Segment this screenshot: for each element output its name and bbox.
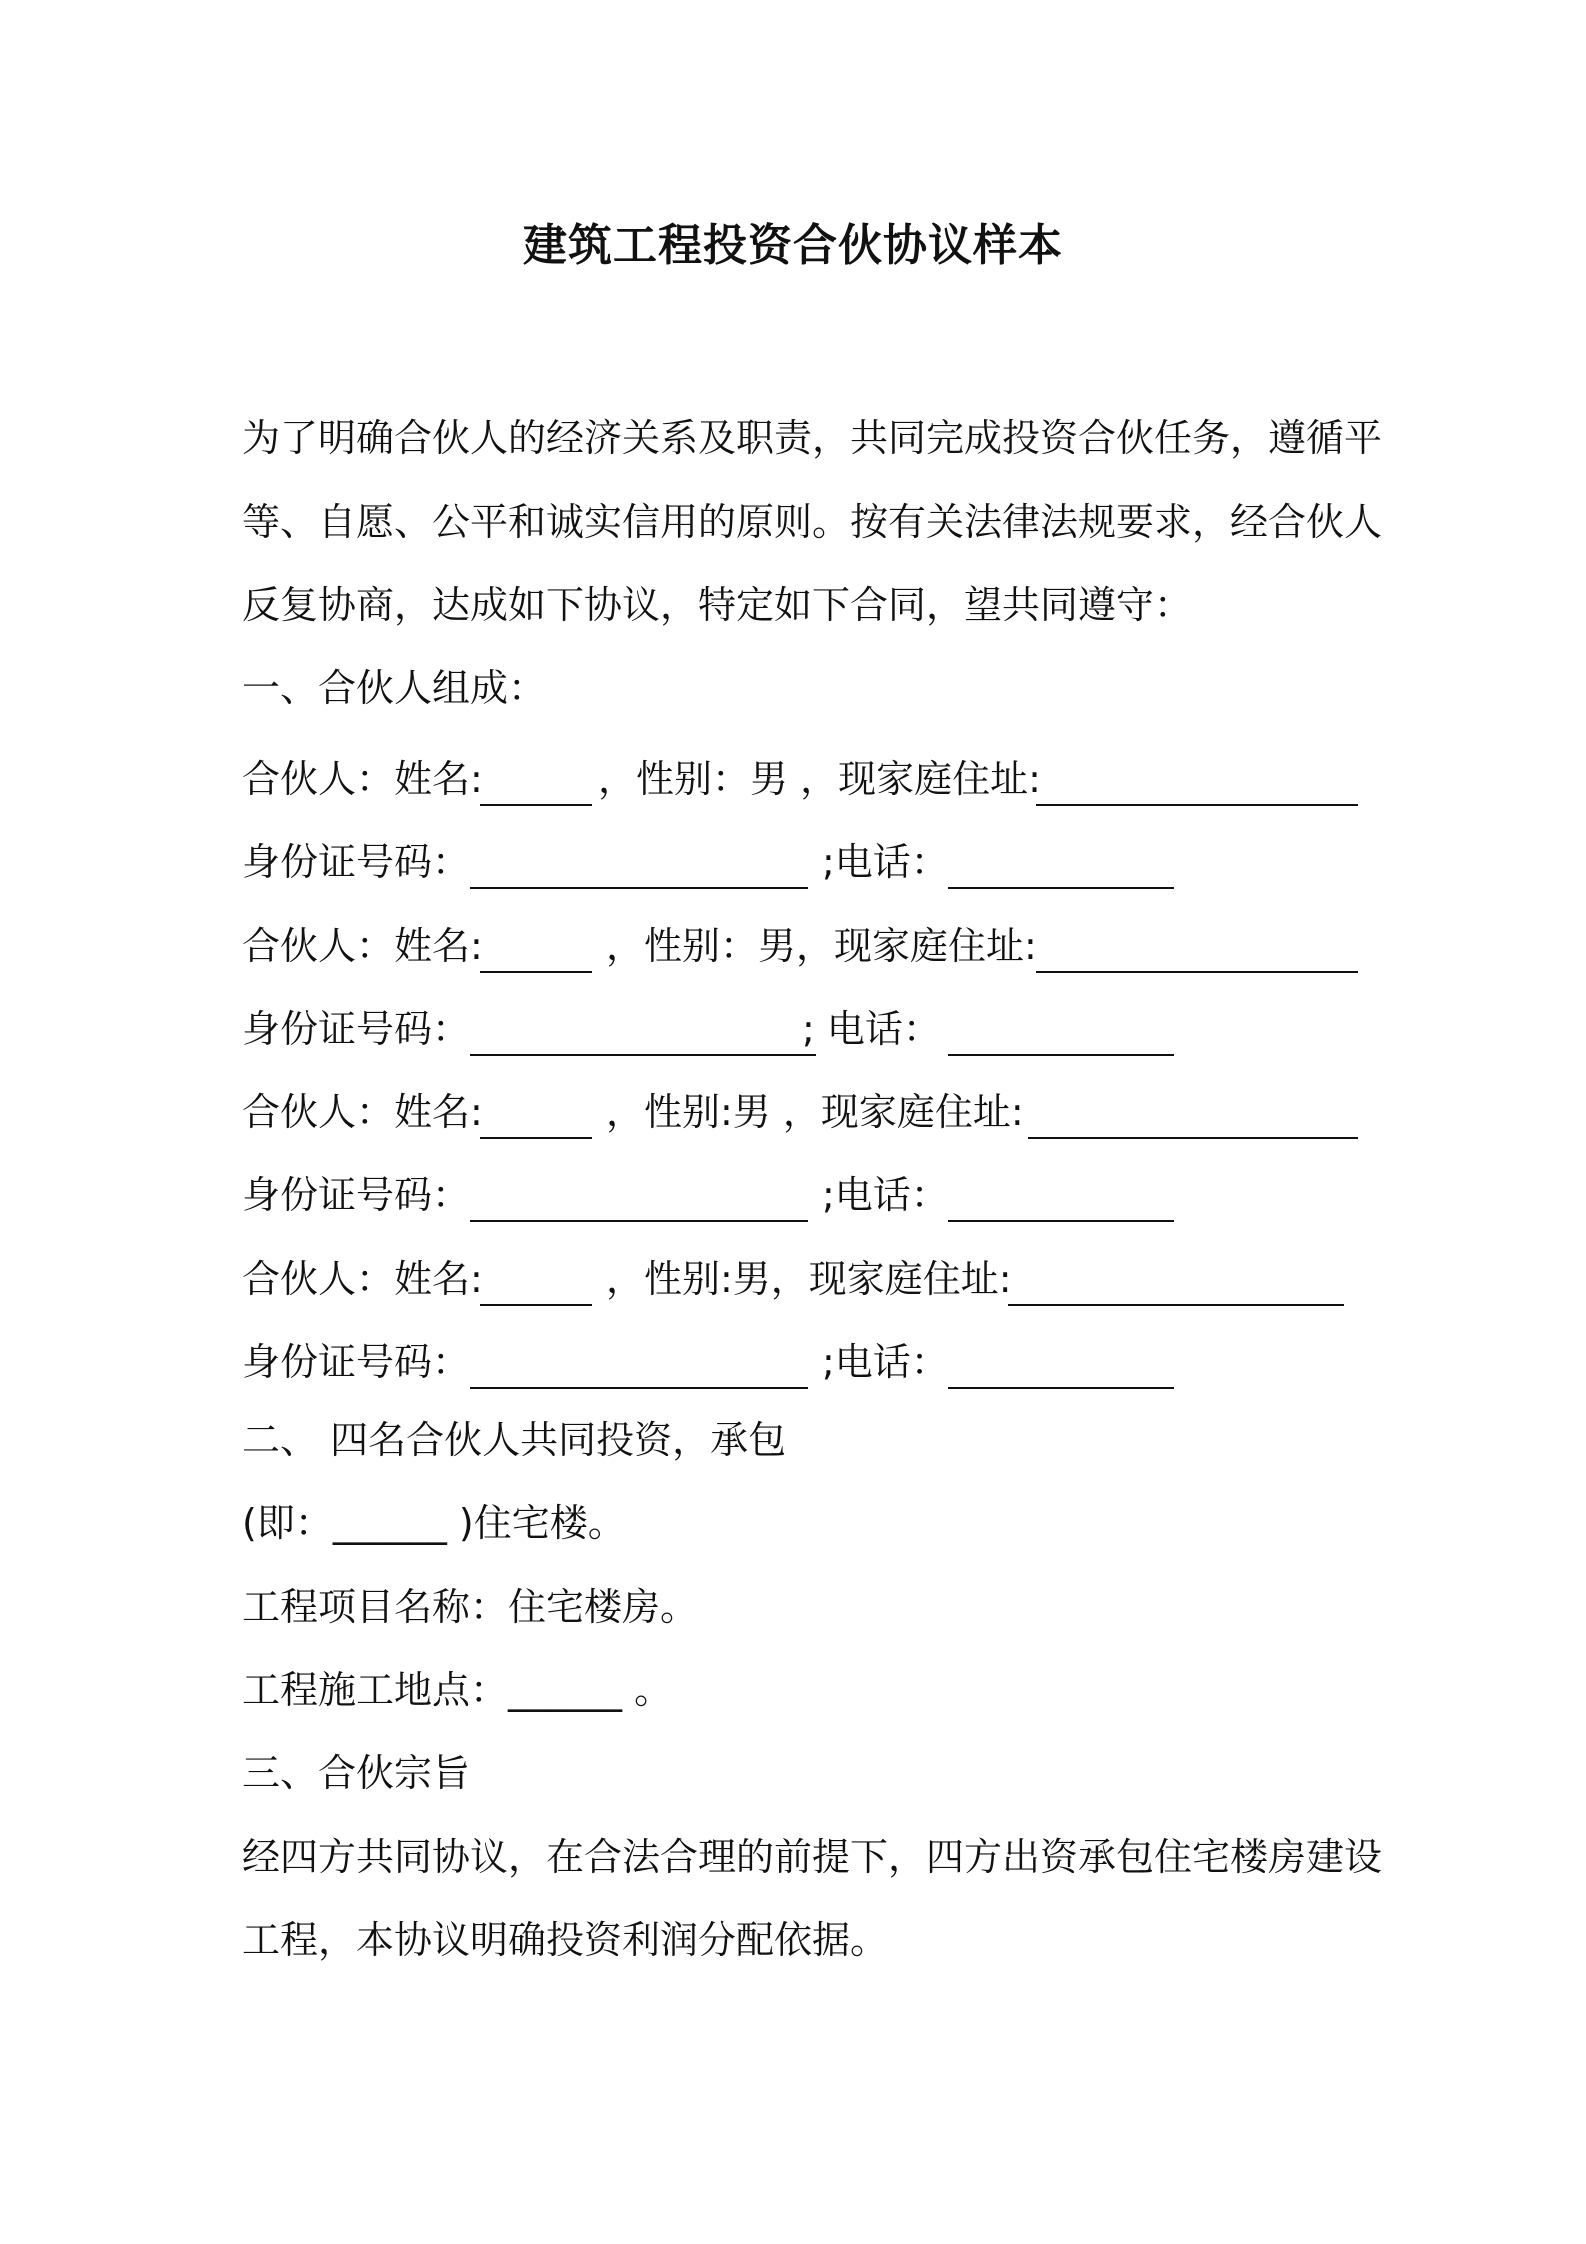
partner-3-name-blank[interactable] [480, 1137, 592, 1139]
partner-1-phone-blank[interactable] [948, 887, 1174, 889]
partner-4-id-blank[interactable] [470, 1387, 808, 1389]
partner-4-gender-address-label: ，性别:男，现家庭住址: [606, 1257, 1012, 1301]
section-2-line-2: (即：______ )住宅楼。 [242, 1501, 626, 1545]
partner-1-phone-label: ;电话： [822, 840, 949, 884]
partner-3-phone-blank[interactable] [948, 1220, 1174, 1222]
section-2-heading: 二、 四名合伙人共同投资，承包 [242, 1418, 787, 1462]
partner-3-name-label: 合伙人：姓名: [242, 1090, 483, 1134]
section-3-line-1: 经四方共同协议，在合法合理的前提下，四方出资承包住宅楼房建设 [242, 1835, 1383, 1879]
partner-2-phone-label: ; 电话： [802, 1007, 941, 1051]
partner-2-address-blank[interactable] [1036, 971, 1358, 973]
partner-1-id-blank[interactable] [470, 887, 808, 889]
partner-2-id-blank[interactable] [470, 1054, 816, 1056]
partner-4-address-blank[interactable] [1008, 1304, 1344, 1306]
partner-2-phone-blank[interactable] [948, 1054, 1174, 1056]
partner-2-name-blank[interactable] [480, 971, 592, 973]
partner-1-id-label: 身份证号码： [242, 840, 471, 884]
partner-4-phone-label: ;电话： [822, 1340, 949, 1384]
partner-1-address-blank[interactable] [1036, 804, 1358, 806]
section-1-heading: 一、合伙人组成： [242, 666, 547, 710]
document-title: 建筑工程投资合伙协议样本 [523, 220, 1063, 271]
partner-3-id-blank[interactable] [470, 1220, 808, 1222]
partner-1-gender-address-label: ，性别：男 ，现家庭住址: [598, 757, 1041, 801]
project-location-line: 工程施工地点：______ 。 [242, 1668, 673, 1712]
partner-1-name-label: 合伙人：姓名: [242, 757, 483, 801]
project-name-line: 工程项目名称：住宅楼房。 [242, 1585, 699, 1629]
partner-3-address-blank[interactable] [1028, 1137, 1358, 1139]
section-3-line-2: 工程，本协议明确投资利润分配依据。 [242, 1918, 889, 1962]
partner-3-phone-label: ;电话： [822, 1173, 949, 1217]
section-3-heading: 三、合伙宗旨 [242, 1751, 471, 1795]
partner-3-id-label: 身份证号码： [242, 1173, 471, 1217]
partner-4-phone-blank[interactable] [948, 1387, 1174, 1389]
partner-4-id-label: 身份证号码： [242, 1340, 471, 1384]
partner-4-name-label: 合伙人：姓名: [242, 1257, 483, 1301]
intro-line-3: 反复协商，达成如下协议，特定如下合同，望共同遵守： [242, 583, 1193, 627]
intro-line-2: 等、自愿、公平和诚实信用的原则。按有关法律法规要求，经合伙人 [242, 500, 1383, 544]
partner-2-id-label: 身份证号码： [242, 1007, 471, 1051]
partner-2-name-label: 合伙人：姓名: [242, 924, 483, 968]
partner-3-gender-address-label: ，性别:男 ，现家庭住址: [606, 1090, 1024, 1134]
partner-4-name-blank[interactable] [480, 1304, 592, 1306]
partner-1-name-blank[interactable] [480, 804, 592, 806]
intro-line-1: 为了明确合伙人的经济关系及职责，共同完成投资合伙任务，遵循平 [242, 416, 1383, 460]
partner-2-gender-address-label: ，性别：男，现家庭住址: [606, 924, 1037, 968]
